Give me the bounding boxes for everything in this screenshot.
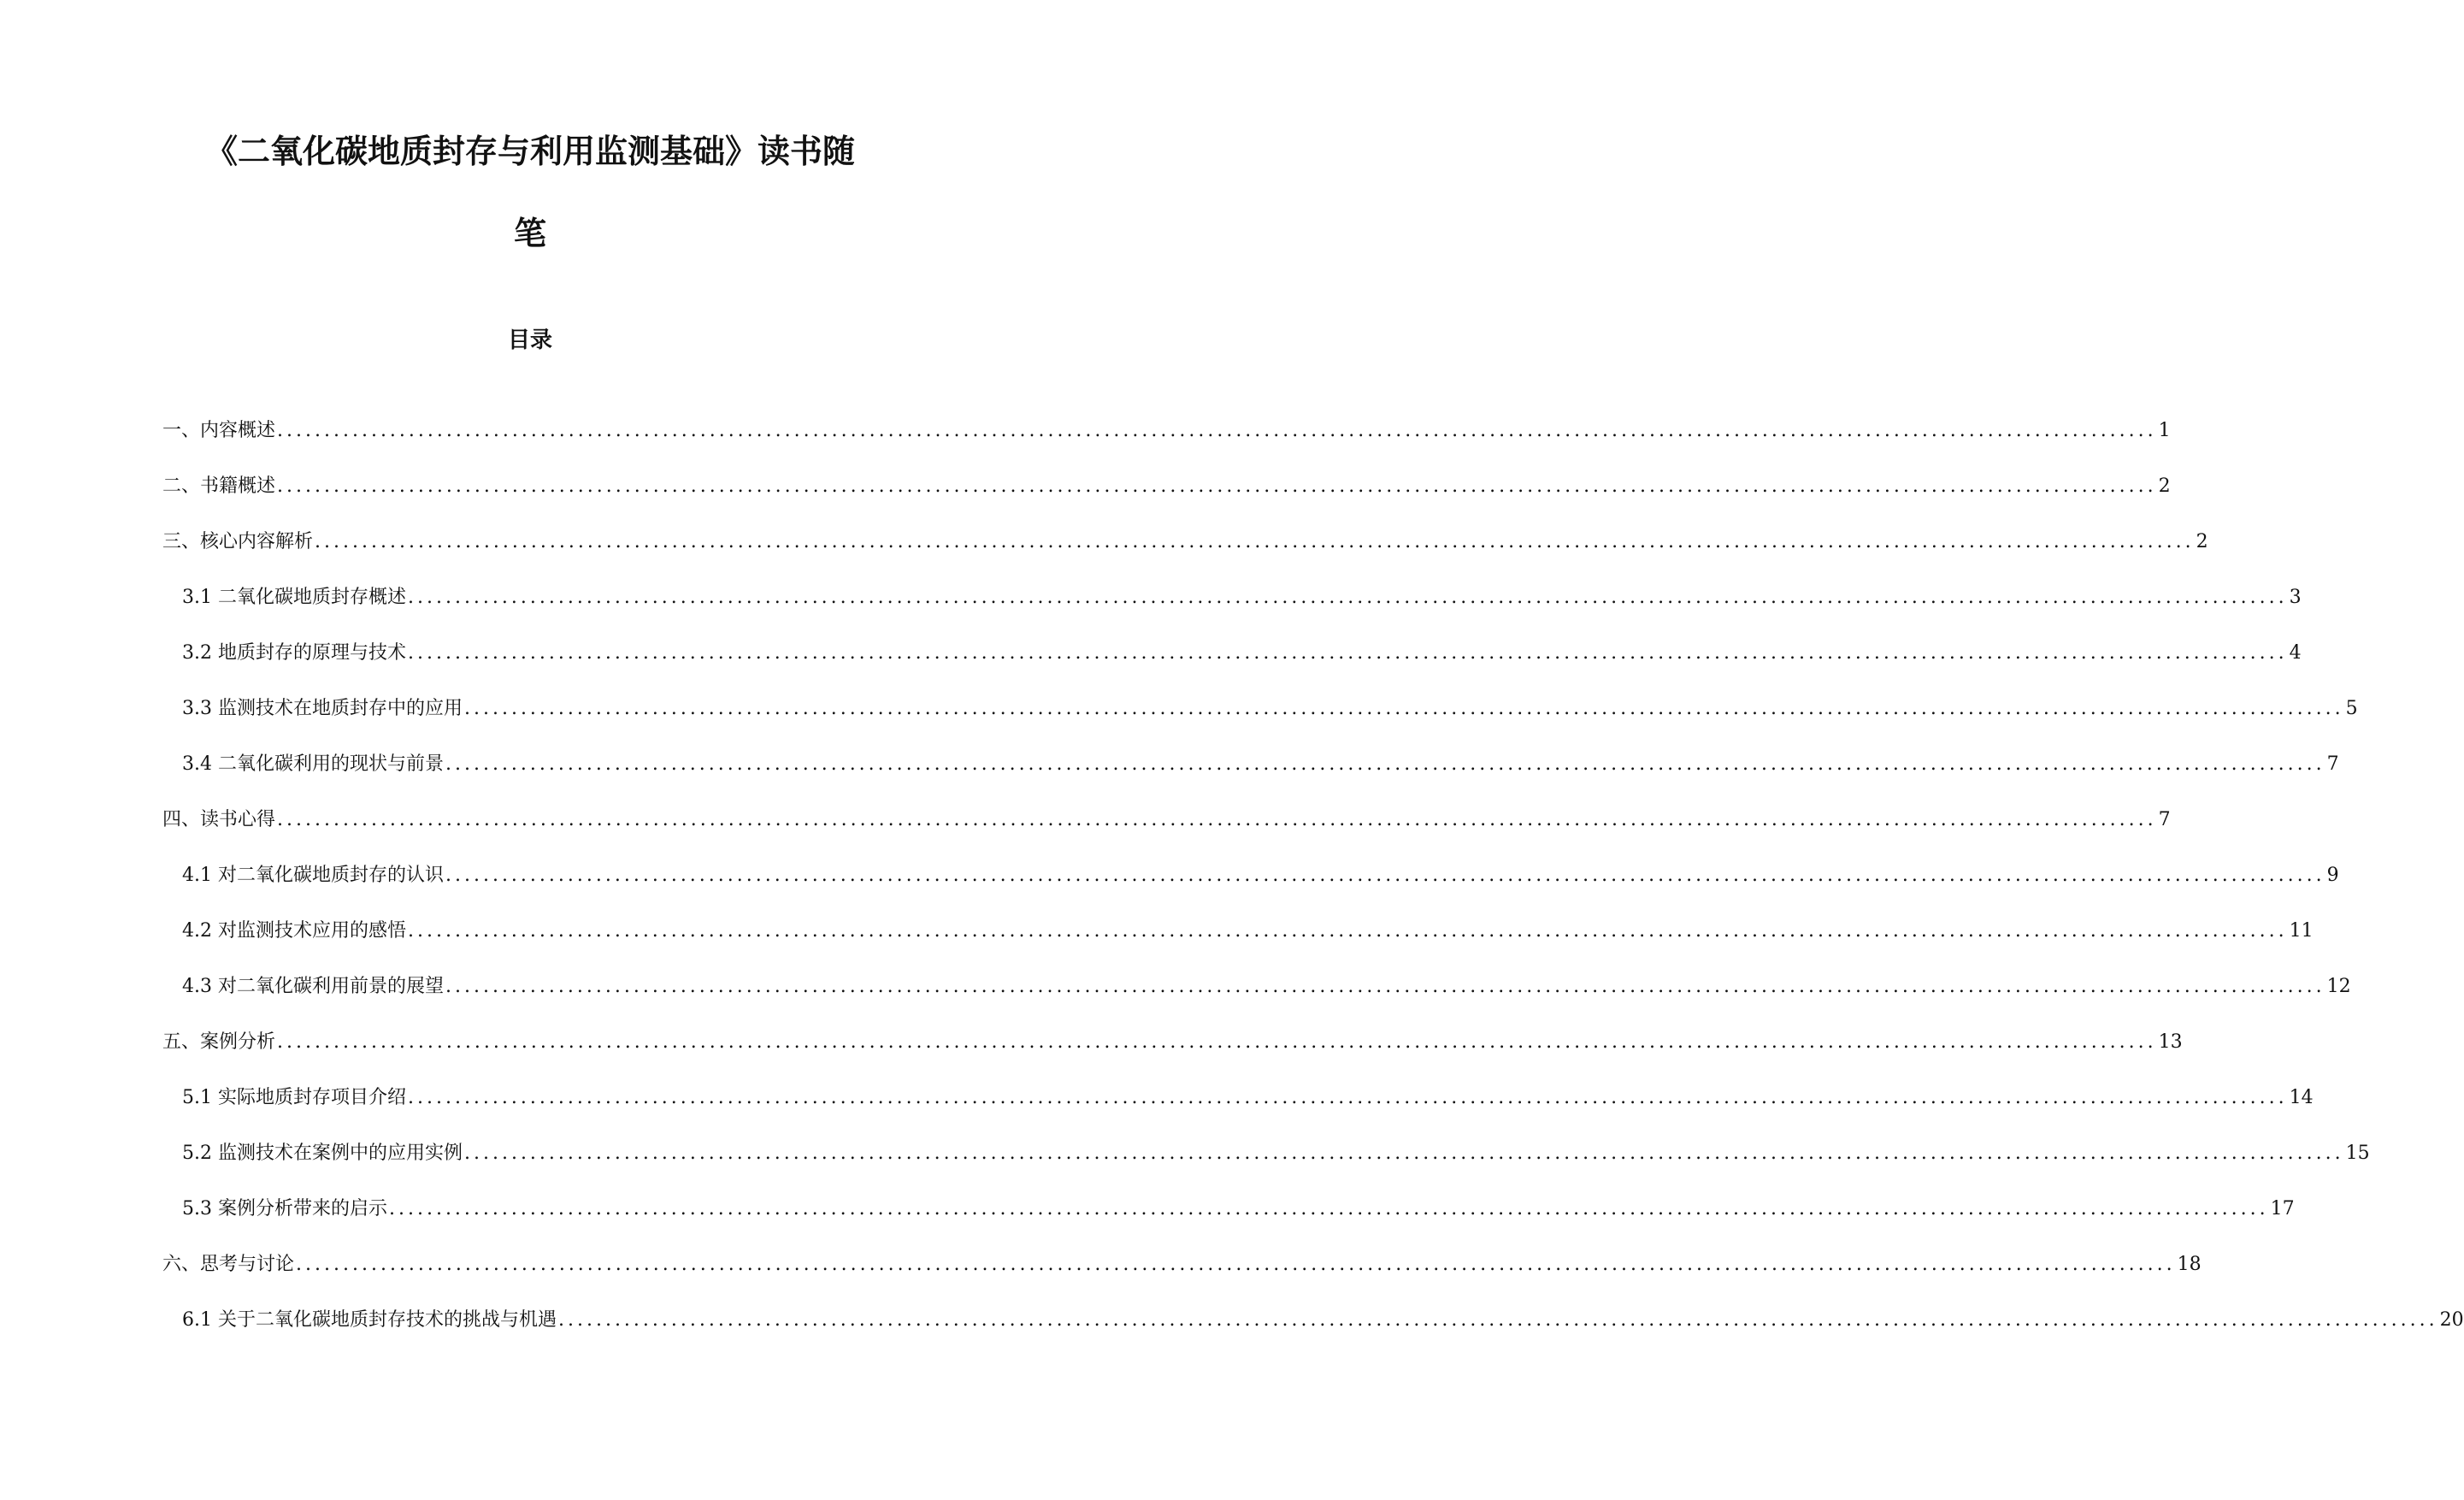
- toc-entry[interactable]: [182, 1140, 2370, 1167]
- toc-entry-page: 17: [2270, 1198, 2295, 1219]
- toc-entry-label: 3.2 地质封存的原理与技术: [182, 642, 406, 664]
- toc-dot-leader: ........................................................................................................................................................................................................: [463, 1143, 2344, 1164]
- document-title-line-1: 《二氧化碳地质封存与利用监测基础》读书随: [204, 133, 855, 170]
- toc-entry-label: 4.1 对二氧化碳地质封存的认识: [182, 865, 444, 886]
- toc-entry[interactable]: [182, 973, 2351, 1001]
- toc-entry-page: 18: [2177, 1254, 2202, 1275]
- toc-entry-page: 7: [2158, 809, 2171, 830]
- toc-dot-leader: ........................................................................................................................................................................................................: [407, 642, 2288, 664]
- toc-entry-page: 7: [2326, 753, 2339, 775]
- toc-entry[interactable]: [182, 695, 2358, 723]
- toc-entry-label: 4.2 对监测技术应用的感悟: [182, 920, 406, 942]
- toc-entry-page: 14: [2289, 1087, 2314, 1108]
- toc-entry[interactable]: [162, 1251, 2202, 1279]
- toc-entry-page: 2: [2196, 531, 2208, 552]
- toc-entry-label: 5.1 实际地质封存项目介绍: [182, 1087, 406, 1108]
- toc-entry-label: 五、案例分析: [162, 1031, 276, 1053]
- toc-entry[interactable]: [182, 584, 2302, 611]
- toc-dot-leader: ........................................................................................................................................................................................................: [315, 531, 2195, 552]
- toc-heading: 目录: [507, 328, 552, 353]
- toc-dot-leader: ........................................................................................................................................................................................................: [407, 1087, 2288, 1108]
- toc-dot-leader: ........................................................................................................................................................................................................: [277, 420, 2157, 441]
- toc-entry[interactable]: [182, 1084, 2314, 1112]
- toc-entry-label: 6.1 关于二氧化碳地质封存技术的挑战与机遇: [182, 1309, 557, 1331]
- toc-entry-label: 六、思考与讨论: [162, 1254, 295, 1275]
- document-title-line-2: 笔: [513, 215, 546, 252]
- toc-entry[interactable]: [162, 529, 2208, 556]
- toc-entry-page: 3: [2289, 587, 2302, 608]
- toc-entry-label: 5.2 监测技术在案例中的应用实例: [182, 1143, 463, 1164]
- toc-dot-leader: ........................................................................................................................................................................................................: [388, 1198, 2269, 1219]
- toc-entry[interactable]: [162, 473, 2171, 500]
- toc-entry-page: 4: [2289, 642, 2302, 664]
- toc-entry-label: 二、书籍概述: [162, 475, 276, 497]
- toc-entry-label: 3.1 二氧化碳地质封存概述: [182, 587, 406, 608]
- toc-dot-leader: ........................................................................................................................................................................................................: [445, 976, 2325, 997]
- toc-entry-label: 四、读书心得: [162, 809, 276, 830]
- toc-entry[interactable]: [182, 1307, 2464, 1334]
- toc-dot-leader: ........................................................................................................................................................................................................: [277, 809, 2157, 830]
- toc-dot-leader: ........................................................................................................................................................................................................: [445, 753, 2325, 775]
- toc-entry[interactable]: [162, 417, 2171, 445]
- toc-dot-leader: ........................................................................................................................................................................................................: [277, 475, 2157, 497]
- toc-entry-label: 4.3 对二氧化碳利用前景的展望: [182, 976, 444, 997]
- toc-entry-page: 11: [2289, 920, 2314, 942]
- toc-entry-label: 5.3 案例分析带来的启示: [182, 1198, 387, 1219]
- toc-entry[interactable]: [182, 862, 2339, 889]
- toc-dot-leader: ........................................................................................................................................................................................................: [277, 1031, 2157, 1053]
- toc-entry-page: 13: [2158, 1031, 2183, 1053]
- toc-entry-page: 2: [2158, 475, 2171, 497]
- toc-dot-leader: ........................................................................................................................................................................................................: [407, 920, 2288, 942]
- toc-entry-page: 9: [2326, 865, 2339, 886]
- toc-entry-page: 1: [2158, 420, 2171, 441]
- toc-entry[interactable]: [182, 1196, 2295, 1223]
- toc-entry-page: 12: [2326, 976, 2351, 997]
- toc-entry-page: 5: [2345, 698, 2358, 719]
- toc-entry[interactable]: [162, 1029, 2183, 1056]
- toc-dot-leader: ........................................................................................................................................................................................................: [557, 1309, 2438, 1331]
- toc-dot-leader: ........................................................................................................................................................................................................: [407, 587, 2288, 608]
- toc-dot-leader: ........................................................................................................................................................................................................: [296, 1254, 2176, 1275]
- toc-entry[interactable]: [182, 918, 2314, 945]
- toc-dot-leader: ........................................................................................................................................................................................................: [445, 865, 2325, 886]
- toc-entry[interactable]: [162, 806, 2171, 834]
- toc-entry-label: 一、内容概述: [162, 420, 276, 441]
- toc-dot-leader: ........................................................................................................................................................................................................: [463, 698, 2344, 719]
- toc-entry-label: 3.4 二氧化碳利用的现状与前景: [182, 753, 444, 775]
- toc-entry[interactable]: [182, 640, 2302, 667]
- toc-entry-label: 3.3 监测技术在地质封存中的应用: [182, 698, 463, 719]
- toc-entry-page: 20: [2439, 1309, 2464, 1331]
- toc-entry-page: 15: [2345, 1143, 2370, 1164]
- toc-entry[interactable]: [182, 751, 2339, 778]
- toc-entry-label: 三、核心内容解析: [162, 531, 314, 552]
